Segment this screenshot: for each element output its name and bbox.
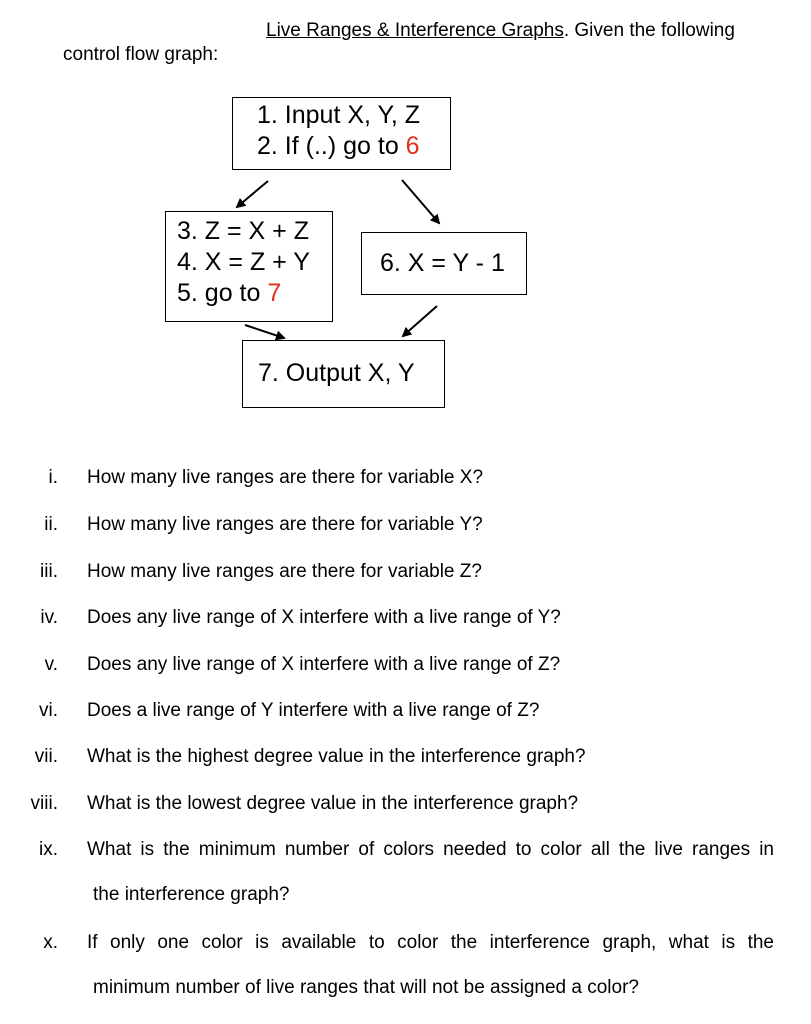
cfg-stmt-6: 6. X = Y - 1 [380,249,505,277]
question-number: vii. [34,746,58,767]
question-number: v. [44,654,58,675]
intro-text: . Given the following [563,20,735,41]
question-number: ii. [44,514,58,535]
question-text: Does a live range of Y interfere with a live range of Z? [87,700,540,721]
question-text: How many live ranges are there for variable X? [87,467,484,488]
edge-5-to-7 [245,325,284,338]
cfg-stmt-4: 4. X = Z + Y [177,248,310,276]
cfg-block-1 [232,97,451,170]
question-text: What is the highest degree value in the interference graph? [87,746,586,767]
question-text: If only one color is available to color the interference graph, what is the [87,932,774,953]
question-number: iv. [40,607,58,628]
question-text: How many live ranges are there for variable Z? [87,561,482,582]
question-10-continuation: minimum number of live ranges that will not be assigned a color? [93,977,639,998]
cfg-stmt-5-target: 7 [267,279,282,307]
cfg-stmt-7 [258,358,444,389]
cfg-stmt-5 [177,278,332,309]
cfg-stmt-2 [257,131,450,162]
cfg-stmt-7-text: Output X, Y [278,359,415,387]
question-number: viii. [30,793,58,814]
question-number: iii. [40,561,58,582]
question-text: Does any live range of X interfere with a live range of Z? [87,654,561,675]
cfg-stmt-1: 1. Input X, Y, Z [257,101,421,129]
cfg-stmt-5-text: 5. go to [177,279,268,307]
cfg-stmt-7-num: 7. [258,359,279,387]
cfg-block-2 [165,211,333,322]
edge-1-to-3 [237,181,268,207]
cfg-stmt-3: 3. Z = X + Z [177,217,309,245]
question-number: ix. [39,839,58,860]
edge-6-to-7 [403,306,437,336]
cfg-block-3 [361,232,527,295]
question-number: i. [48,467,58,488]
question-9-continuation: the interference graph? [93,884,290,905]
question-text: What is the minimum number of colors needed to color all the live ranges in [87,839,774,860]
question-text: How many live ranges are there for variable Y? [87,514,483,535]
cfg-block-4 [242,340,445,408]
intro-line-2: control flow graph: [63,44,219,65]
question-number: x. [43,932,58,953]
cfg-stmt-2-text: 2. If (..) go to [257,132,406,160]
question-number: vi. [39,700,58,721]
edge-2-to-6 [402,180,439,223]
cfg-stmt-2-target: 6 [405,132,420,160]
section-title: Live Ranges & Interference Graphs [266,20,564,41]
question-text: What is the lowest degree value in the interference graph? [87,793,579,814]
question-text: Does any live range of X interfere with a live range of Y? [87,607,561,628]
